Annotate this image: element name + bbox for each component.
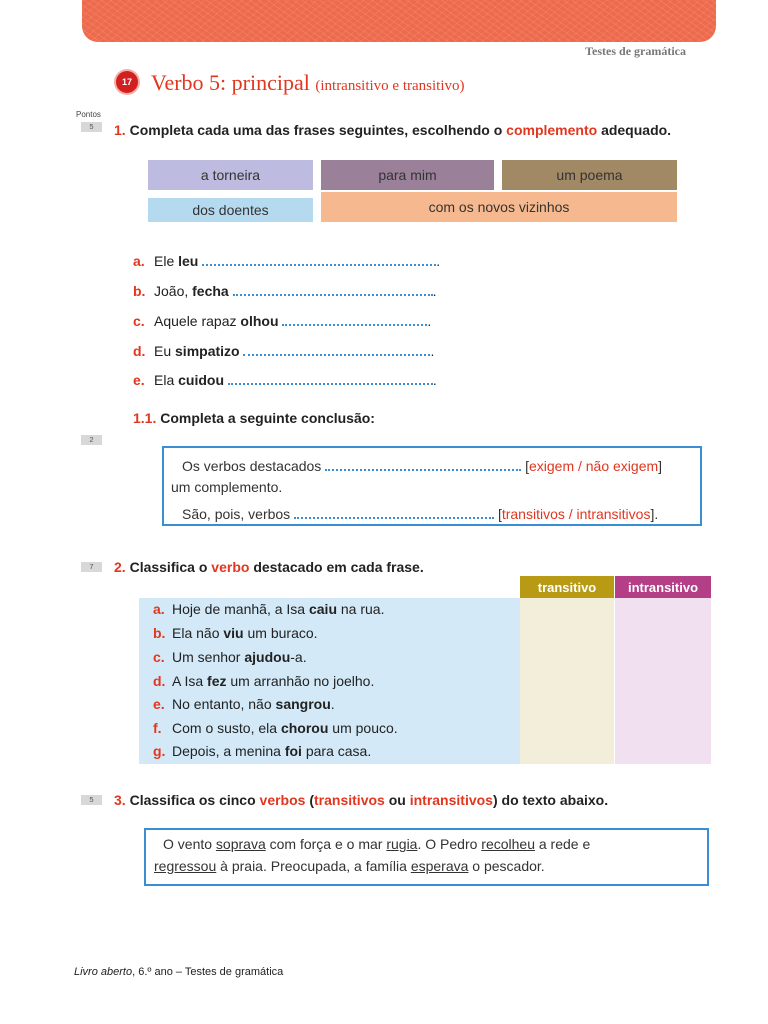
row-verb: viu: [223, 625, 244, 641]
table-row: [153, 720, 398, 736]
q1-instruction: [114, 122, 671, 138]
section-number-badge: 17: [116, 71, 138, 93]
row-verb: caiu: [308, 601, 337, 617]
title-main: Verbo 5: principal: [151, 70, 310, 95]
item-verb: leu: [178, 253, 199, 269]
item-end: .: [436, 253, 441, 269]
header-subtitle: Testes de gramática: [585, 44, 686, 58]
answer-line[interactable]: [325, 457, 521, 471]
q3-text-end: ) do texto abaixo.: [492, 792, 609, 808]
row-text: Um senhor: [172, 649, 241, 665]
q3-points: 5: [81, 795, 102, 805]
q1-text-pre: Completa cada uma das frases seguintes, escolhendo o: [129, 122, 503, 138]
q1-item-a: [133, 252, 440, 269]
header-banner: [82, 0, 716, 42]
footer-book-title: Livro aberto: [74, 966, 133, 978]
underlined-verb: soprava: [215, 836, 266, 852]
q3-paren-open: (: [309, 792, 315, 808]
row-text-end: um arranhão no joelho.: [230, 673, 375, 689]
item-text: João,: [154, 283, 189, 299]
q1-points: 5: [81, 122, 102, 132]
table-row: [153, 673, 374, 689]
q11-number: 1.1.: [133, 410, 157, 426]
item-verb: simpatizo: [175, 343, 240, 359]
bracket-close: ].: [650, 506, 659, 522]
q2-points: 7: [81, 562, 102, 572]
transitivo-answer-column[interactable]: [520, 598, 614, 764]
row-text: Com o susto, ela: [172, 720, 278, 736]
title-small: (intransitivo e transitivo): [315, 78, 465, 94]
row-text: Depois, a menina: [172, 743, 281, 759]
q1-item-b: [133, 282, 437, 299]
item-text: Eu: [154, 343, 172, 359]
text-span: o pescador.: [468, 858, 545, 874]
row-verb: ajudou: [244, 649, 291, 665]
row-letter: b.: [153, 625, 166, 641]
table-row: [153, 649, 307, 665]
q11-points: 2: [81, 435, 102, 445]
answer-line[interactable]: [202, 252, 436, 266]
q1-item-c: [133, 312, 431, 329]
conclusion-options[interactable]: transitivos / intransitivos: [501, 506, 651, 522]
answer-line[interactable]: [233, 282, 433, 296]
item-letter: c.: [133, 313, 145, 329]
row-text: No entanto, não: [172, 696, 272, 712]
row-text-end: na rua.: [340, 601, 385, 617]
q3-instruction: [114, 792, 608, 808]
row-text-end: -a.: [290, 649, 307, 665]
points-column-label: Pontos: [76, 110, 101, 119]
item-letter: a.: [133, 253, 145, 269]
column-header-intransitivo: intransitivo: [615, 576, 711, 598]
underlined-verb: regressou: [154, 858, 217, 874]
source-text-line-1: [163, 836, 590, 852]
bracket-close: ]: [658, 458, 663, 474]
q2-text-pre: Classifica o: [129, 559, 208, 575]
q2-instruction: [114, 559, 424, 575]
row-letter: f.: [153, 720, 162, 736]
answer-line[interactable]: [294, 505, 494, 519]
source-text-line-2: [154, 858, 545, 874]
answer-line[interactable]: [243, 342, 430, 356]
text-span: . O Pedro: [417, 836, 482, 852]
option-box-4[interactable]: dos doentes: [148, 198, 313, 222]
bracket-open: [: [525, 458, 529, 474]
option-box-2[interactable]: para mim: [321, 160, 494, 190]
row-letter: a.: [153, 601, 165, 617]
answer-line[interactable]: [228, 371, 433, 385]
option-box-3[interactable]: um poema: [502, 160, 677, 190]
row-letter: d.: [153, 673, 166, 689]
text-span: com força e o mar: [265, 836, 387, 852]
page-footer: [74, 966, 283, 978]
table-row: [153, 743, 371, 759]
option-box-5[interactable]: com os novos vizinhos: [321, 192, 677, 222]
item-letter: b.: [133, 283, 146, 299]
item-letter: d.: [133, 343, 146, 359]
row-text-end: um pouco.: [332, 720, 398, 736]
page-title: [151, 70, 465, 96]
row-letter: c.: [153, 649, 165, 665]
item-text: Ele: [154, 253, 175, 269]
row-text-end: para casa.: [305, 743, 372, 759]
conclusion-line-2: um complemento.: [171, 479, 283, 495]
q1-item-e: [133, 371, 437, 388]
item-end: .: [432, 372, 437, 388]
row-verb: foi: [284, 743, 302, 759]
conclusion-line-1: [182, 457, 662, 474]
column-header-transitivo: transitivo: [520, 576, 614, 598]
q2-number: 2.: [114, 559, 126, 575]
item-verb: olhou: [240, 313, 279, 329]
intransitivo-answer-column[interactable]: [615, 598, 711, 764]
row-text: Ela não: [172, 625, 220, 641]
q1-text-accent: complemento: [506, 122, 598, 138]
underlined-verb: recolheu: [481, 836, 535, 852]
q3-text: ou: [388, 792, 406, 808]
conclusion-options[interactable]: exigem / não exigem: [528, 458, 659, 474]
item-verb: fecha: [192, 283, 229, 299]
bracket-open: [: [497, 506, 502, 522]
q2-text-accent: verbo: [211, 559, 250, 575]
footer-text: , 6.º ano – Testes de gramática: [132, 966, 284, 978]
row-text-end: .: [330, 696, 335, 712]
q3-number: 3.: [114, 792, 126, 808]
option-box-1[interactable]: a torneira: [148, 160, 313, 190]
q1-number: 1.: [114, 122, 126, 138]
conclusion-text: Os verbos destacados: [182, 458, 322, 474]
underlined-verb: esperava: [410, 858, 469, 874]
row-verb: chorou: [280, 720, 329, 736]
q3-text-accent: verbos: [259, 792, 306, 808]
row-letter: g.: [153, 743, 166, 759]
item-letter: e.: [133, 372, 145, 388]
text-span: O vento: [163, 836, 216, 852]
row-text-end: um buraco.: [247, 625, 318, 641]
table-row: [153, 625, 318, 641]
row-verb: fez: [207, 673, 227, 689]
answer-line[interactable]: [282, 312, 427, 326]
item-end: .: [427, 313, 432, 329]
q3-text: Classifica os cinco: [129, 792, 256, 808]
item-text: Aquele rapaz: [154, 313, 237, 329]
item-end: .: [430, 343, 435, 359]
row-text: Hoje de manhã, a Isa: [172, 601, 306, 617]
row-verb: sangrou: [275, 696, 331, 712]
q11-instruction: [133, 410, 375, 426]
q3-text-accent: intransitivos: [409, 792, 493, 808]
q11-text: Completa a seguinte conclusão:: [160, 410, 375, 426]
item-text: Ela: [154, 372, 175, 388]
table-row: [153, 601, 384, 617]
underlined-verb: rugia: [386, 836, 418, 852]
conclusion-text: São, pois, verbos: [182, 506, 291, 522]
q2-text-post: destacado em cada frase.: [253, 559, 424, 575]
row-text: A Isa: [172, 673, 204, 689]
item-verb: cuidou: [178, 372, 225, 388]
q1-item-d: [133, 342, 434, 359]
q3-text-accent: transitivos: [314, 792, 385, 808]
table-row: [153, 696, 335, 712]
row-letter: e.: [153, 696, 165, 712]
q1-text-post: adequado.: [601, 122, 672, 138]
conclusion-line-3: [182, 505, 658, 522]
item-end: .: [432, 283, 437, 299]
text-span: a rede e: [534, 836, 591, 852]
text-span: à praia. Preocupada, a família: [216, 858, 411, 874]
